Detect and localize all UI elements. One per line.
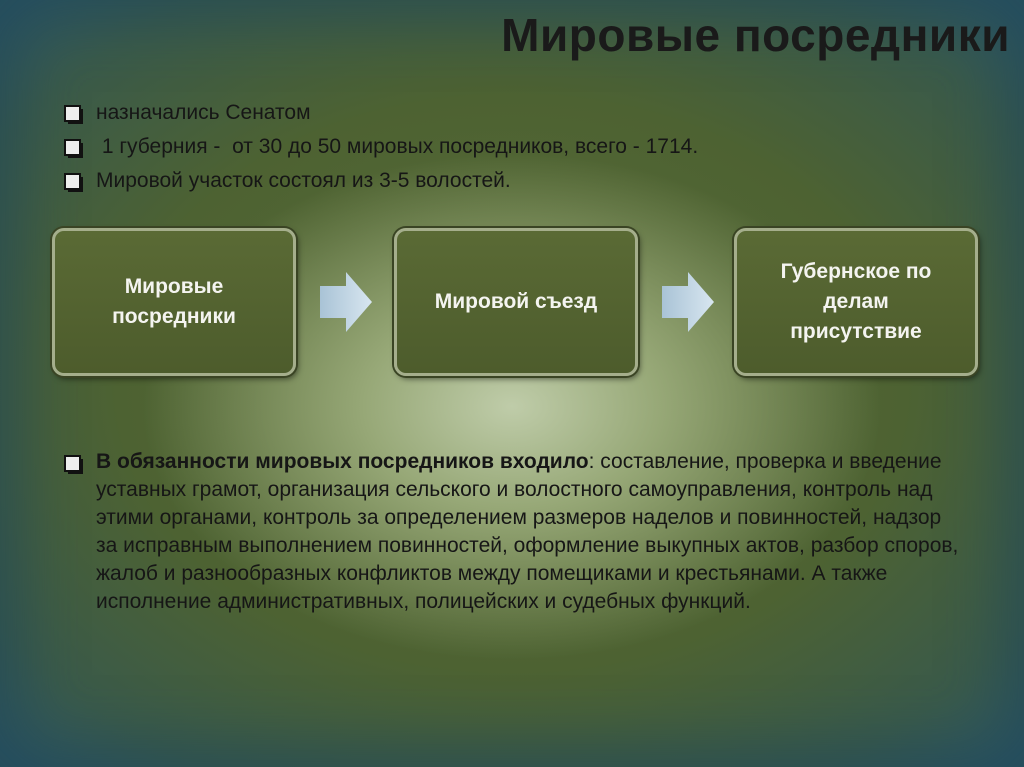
right-arrow-icon: [320, 272, 372, 332]
flow-box-label: Мировые посредники: [112, 275, 236, 328]
checkbox-bullet-icon: [64, 173, 81, 190]
hierarchy-flow: [52, 228, 982, 378]
checkbox-bullet-icon: [64, 105, 81, 122]
bottom-bullet-list: [62, 448, 962, 616]
bullet-text: Мировой участок состоял из 3-5 волостей.: [96, 169, 511, 192]
slide-title: Мировые посредники: [501, 9, 1010, 61]
flow-box-mirovye-posredniki: [52, 228, 296, 376]
duties-text: : составление, проверка и введение уставных грамот, организация сельского и волостного самоуправления, контроль над этими органами, контроль за определением размеров наделов и повинностей, надзор за исправным выполнением повинностей, оформление выкупных актов, разбор споров, жалоб и разнообразных конфликтов между помещиками и крестьянами. А также исполнение административных, полицейских и судебных функций.: [96, 450, 959, 613]
bullet-item: [62, 164, 942, 198]
bullet-item: [62, 448, 962, 616]
top-bullet-list: [62, 96, 942, 198]
flow-box-gubernskoe-prisutstvie: [734, 228, 978, 376]
flow-box-label: Губернское по делам присутствие: [780, 260, 932, 343]
right-arrow-icon: [662, 272, 714, 332]
bullet-item: [62, 96, 942, 130]
checkbox-bullet-icon: [64, 455, 81, 472]
flow-box-label: Мировой съезд: [434, 290, 598, 313]
bullet-text: 1 губерния - от 30 до 50 мировых посредников, всего - 1714.: [96, 135, 699, 158]
bullet-text: назначались Сенатом: [96, 101, 311, 124]
flow-box-mirovoy-sezd: [394, 228, 638, 376]
bullet-item: [62, 130, 942, 164]
duties-heading: В обязанности мировых посредников входило: [96, 450, 589, 473]
checkbox-bullet-icon: [64, 139, 81, 156]
